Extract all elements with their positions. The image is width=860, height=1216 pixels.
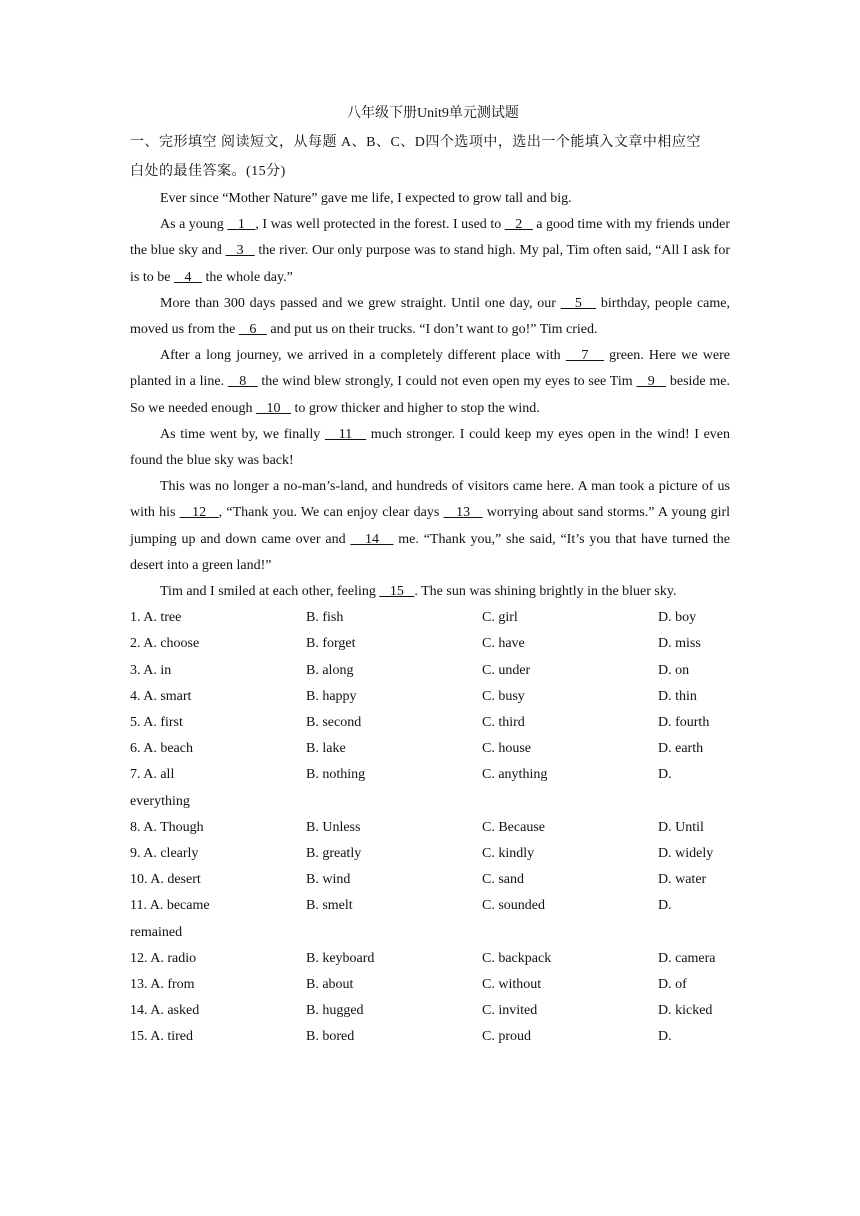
passage-text: the whole day.” [201,269,293,285]
option-b: B. keyboard [306,950,375,966]
passage-text: beside me. So we needed enough [130,374,730,416]
option-a: 12. A. radio [130,950,197,966]
option-c: C. without [482,976,542,992]
option-c: C. third [482,715,525,730]
question-row [130,998,730,1024]
option-d: D. [658,767,672,783]
option-c: C. Because [482,819,545,835]
passage-paragraph [130,422,730,474]
passage-text: As time went by, we finally [160,426,325,442]
option-a: 13. A. from [130,976,195,992]
passage-paragraph [130,343,730,422]
section-heading-line-1: 一、完形填空 阅读短文，从每题 A、B、C、D四个选项中，选出一个能填入文章中相应空 [130,135,701,150]
question-row [130,815,730,841]
option-b: B. lake [306,741,346,757]
option-a: 10. A. desert [130,872,201,888]
passage-text: More than 300 days passed and we grew straight. Until one day, our [160,295,561,311]
option-b: B. Unless [306,819,361,835]
question-row [130,972,730,998]
option-a: 3. A. in [130,662,172,678]
option-a: 4. A. smart [130,688,192,704]
option-d: D. water [658,872,707,888]
passage-text: Ever since “Mother Nature” gave me life, I expected to grow tall and big. [160,191,572,206]
passage-text: the wind blew strongly, I could not even open my eyes to see Tim [257,374,637,390]
option-a: 8. A. Though [130,819,204,835]
section-heading [130,128,730,186]
cloze-blank: 13 [443,505,483,521]
cloze-blank: 9 [636,374,667,390]
option-c: C. house [482,741,531,757]
option-c: C. proud [482,1029,531,1045]
option-b: B. greatly [306,845,362,861]
option-a: 11. A. became [130,898,210,914]
page-title: 八年级下册Unit9单元测试题 [347,106,519,121]
option-c: C. girl [482,610,518,626]
question-row [130,867,730,893]
passage-paragraph [130,474,730,579]
cloze-blank: 12 [179,505,219,521]
question-list [130,605,730,1050]
cloze-blank: 3 [225,243,255,259]
passage-paragraph [130,212,730,291]
option-c: C. invited [482,1003,538,1019]
passage-paragraph [130,186,730,212]
question-row [130,946,730,972]
option-a: 5. A. first [130,715,183,730]
option-b: B. happy [306,688,357,704]
option-d: D. of [658,976,687,992]
option-c: C. busy [482,688,525,704]
question-row [130,684,730,710]
cloze-blank: 7 [565,348,604,364]
passage-text: much stronger. I could keep my eyes open in the wind! I even found the blue sky was back! [130,426,730,469]
question-row [130,736,730,762]
option-c: C. kindly [482,845,535,861]
option-d: D. on [658,662,690,678]
passage-text: This was no longer a no-man’s-land, and hundreds of visitors came here. A man took a picture of us with his [130,479,730,521]
option-d: D. [658,898,672,914]
option-c: C. under [482,662,531,678]
option-b: B. nothing [306,767,366,783]
passage-text: a good time with my friends under the blue sky and [130,217,731,259]
cloze-blank: 5 [560,295,597,311]
cloze-blank: 10 [255,400,291,416]
passage-text: the river. Our only purpose was to stand high. My pal, Tim often said, “All I ask for is to be [130,243,730,285]
option-d: D. camera [658,950,716,966]
option-d: D. thin [658,688,697,704]
option-d: D. boy [658,610,697,626]
passage-text: . The sun was shining brightly in the bluer sky. [414,584,677,600]
passage-text: As a young [160,217,228,233]
question-row [130,605,730,631]
question-row [130,762,730,814]
passage-paragraph [130,291,730,343]
passage-text: to grow thicker and higher to stop the wind. [290,400,540,416]
question-row [130,658,730,684]
option-d: D. fourth [658,715,710,730]
option-a: 9. A. clearly [130,845,199,861]
option-d-continued: everything [130,793,190,809]
passage-text: After a long journey, we arrived in a completely different place with [160,348,566,364]
cloze-blank: 1 [227,217,256,233]
option-d-continued: remained [130,924,183,940]
cloze-blank: 6 [238,322,267,338]
passage-text: worrying about sand storms.” A young girl jumping up and down came over and [130,505,731,547]
option-a: 2. A. choose [130,636,200,652]
passage-text: green. Here we were planted in a line. [130,348,730,390]
option-b: B. forget [306,636,356,652]
section-heading-line-2: 白处的最佳答案。(15分) [130,164,286,179]
option-d: D. earth [658,741,704,757]
passage-text: me. “Thank you,” she said, “It’s you that have turned the desert into a green land!” [130,531,731,573]
option-d: D. miss [658,636,701,652]
passage-text: , I was well protected in the forest. I used to [255,217,505,233]
option-b: B. about [306,976,354,992]
cloze-blank: 15 [379,584,415,600]
option-b: B. hugged [306,1003,364,1019]
option-b: B. smelt [306,898,353,914]
passage-paragraph [130,579,730,605]
option-b: B. along [306,662,354,678]
option-a: 7. A. all [130,767,175,783]
option-d: D. widely [658,845,714,861]
option-a: 14. A. asked [130,1003,200,1019]
question-row [130,710,730,736]
passage-text: and put us on their trucks. “I don’t want to go!” Tim cried. [266,322,598,338]
cloze-passage [130,186,730,605]
option-c: C. sand [482,872,524,888]
option-a: 1. A. tree [130,610,182,626]
document-page [130,100,730,1050]
question-row [130,841,730,867]
option-d: D. Until [658,819,704,835]
option-c: C. have [482,636,525,652]
option-a: 6. A. beach [130,741,193,757]
cloze-blank: 4 [173,269,202,285]
option-c: C. anything [482,767,548,783]
option-a: 15. A. tired [130,1029,193,1045]
option-d: D. [658,1029,672,1045]
passage-text: birthday, people came, moved us from the [130,295,730,338]
option-d: D. kicked [658,1003,713,1019]
passage-text: , “Thank you. We can enjoy clear days [218,505,444,521]
question-row [130,631,730,657]
option-c: C. backpack [482,950,552,966]
option-b: B. fish [306,610,344,626]
option-b: B. bored [306,1029,355,1045]
question-row [130,1024,730,1050]
question-row [130,893,730,945]
option-c: C. sounded [482,898,545,914]
option-b: B. wind [306,872,351,888]
option-b: B. second [306,715,362,730]
cloze-blank: 11 [324,426,367,442]
cloze-blank: 14 [350,531,394,547]
cloze-blank: 8 [227,374,258,390]
passage-text: Tim and I smiled at each other, feeling [160,584,380,600]
cloze-blank: 2 [504,217,533,233]
